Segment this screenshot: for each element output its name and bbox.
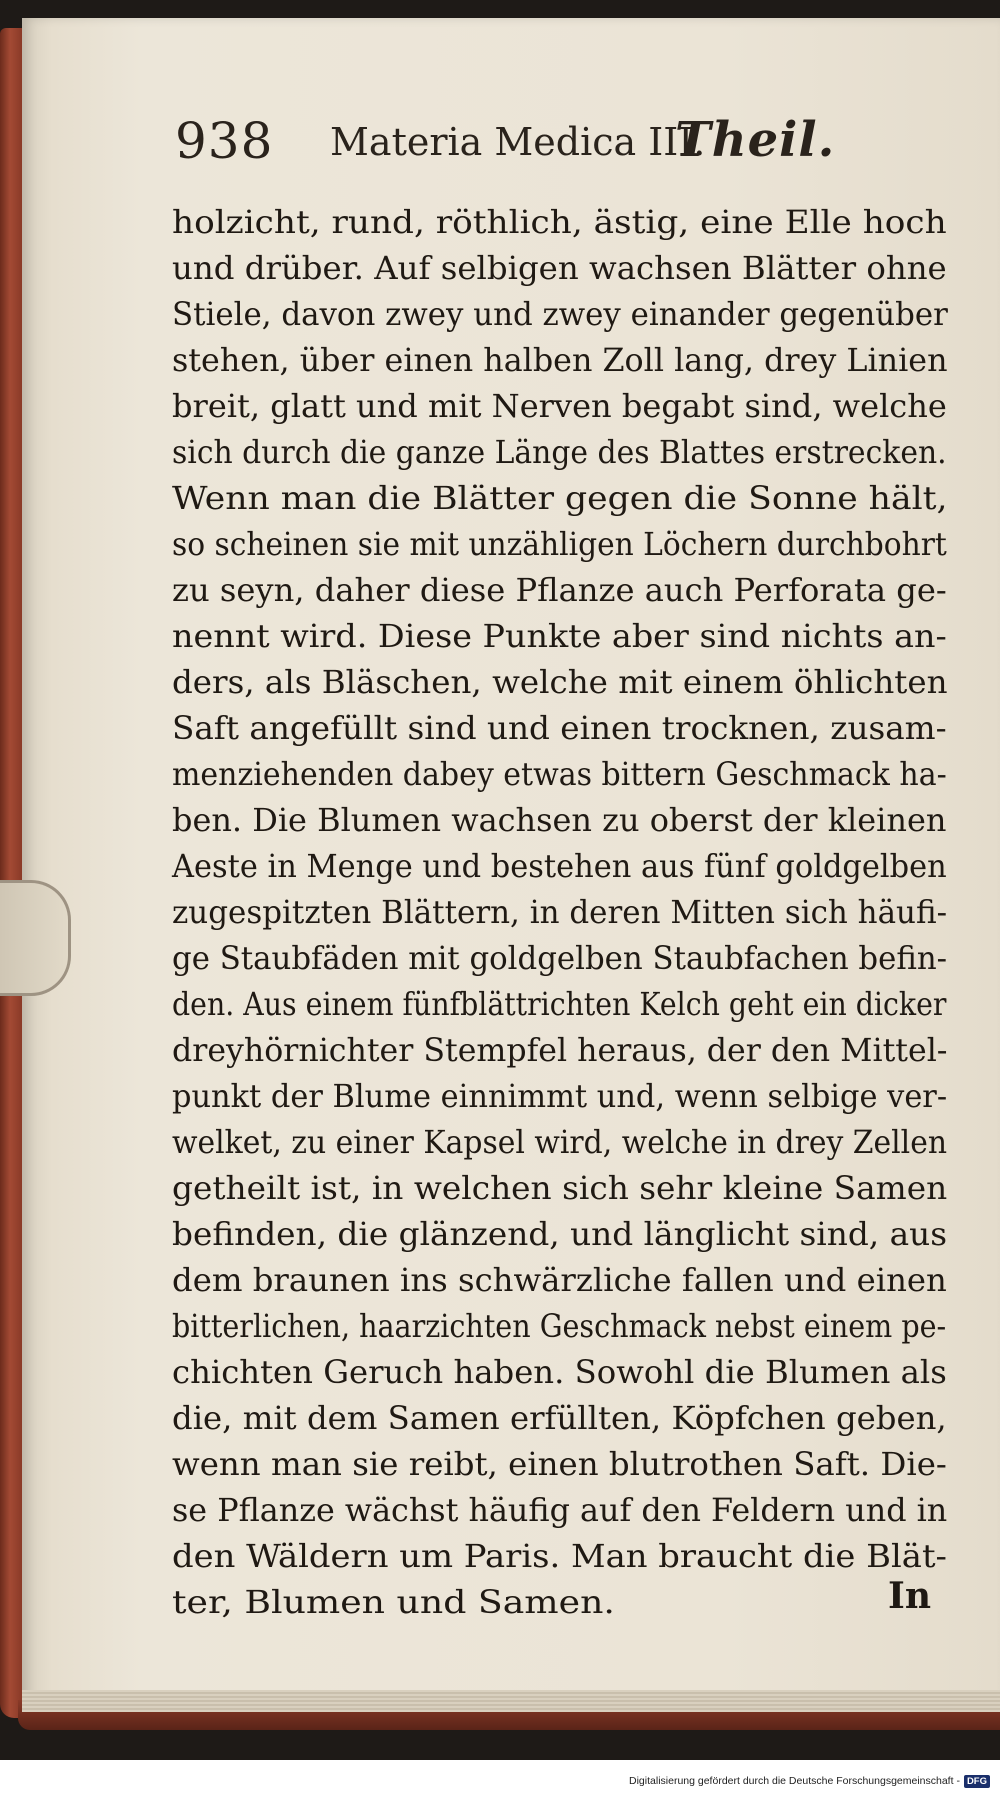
text-line: dreyhörnichter Stempfel heraus, der den Mittel- bbox=[172, 1033, 948, 1069]
text-line: menziehenden dabey etwas bittern Geschmack ha- bbox=[172, 757, 947, 793]
digitization-credit bbox=[629, 1770, 990, 1792]
text-line: ter, Blumen und Samen. bbox=[172, 1585, 615, 1621]
text-line: se Pflanze wächst häufig auf den Feldern und in bbox=[172, 1493, 948, 1529]
catchword: In bbox=[888, 1575, 932, 1617]
running-head-part: Theil. bbox=[675, 112, 836, 168]
text-line: nennt wird. Diese Punkte aber sind nichts an- bbox=[172, 619, 947, 655]
text-line: Wenn man die Blätter gegen die Sonne hält, bbox=[172, 481, 948, 517]
text-line: breit, glatt und mit Nerven begabt sind, welche bbox=[172, 389, 947, 425]
text-line: getheilt ist, in welchen sich sehr kleine Samen bbox=[172, 1171, 948, 1207]
text-line: punkt der Blume einnimmt und, wenn selbige ver- bbox=[172, 1079, 948, 1115]
page-header bbox=[175, 112, 835, 176]
book-clasp bbox=[0, 880, 71, 996]
text-line: zugespitzten Blättern, in deren Mitten sich häufi- bbox=[172, 895, 948, 931]
text-line: dem braunen ins schwärzliche fallen und einen bbox=[172, 1263, 947, 1299]
text-line: chichten Geruch haben. Sowohl die Blumen als bbox=[172, 1355, 947, 1391]
text-line: welket, zu einer Kapsel wird, welche in drey Zellen bbox=[172, 1125, 948, 1161]
text-line: Stiele, davon zwey und zwey einander gegenüber bbox=[172, 297, 948, 333]
text-line: bitterlichen, haarzichten Geschmack nebst einem pe- bbox=[172, 1309, 947, 1345]
text-line: Aeste in Menge und bestehen aus fünf goldgelben bbox=[172, 849, 947, 885]
page-edges bbox=[22, 1690, 1000, 1712]
credit-text: Digitalisierung gefördert durch die Deutsche Forschungsgemeinschaft - bbox=[629, 1775, 960, 1787]
text-line: stehen, über einen halben Zoll lang, drey Linien bbox=[172, 343, 948, 379]
text-line: ders, als Bläschen, welche mit einem öhlichten bbox=[172, 665, 948, 701]
text-line: die, mit dem Samen erfüllten, Köpfchen geben, bbox=[172, 1401, 947, 1437]
text-line: ben. Die Blumen wachsen zu oberst der kleinen bbox=[172, 803, 947, 839]
dfg-logo: DFG bbox=[964, 1775, 990, 1788]
page-number: 938 bbox=[175, 112, 274, 170]
text-line: Saft angefüllt sind und einen trocknen, zusam- bbox=[172, 711, 947, 747]
text-line: so scheinen sie mit unzähligen Löchern durchbohrt bbox=[172, 527, 947, 563]
text-line: zu seyn, daher diese Pflanze auch Perforata ge- bbox=[172, 573, 947, 609]
text-line: holzicht, rund, röthlich, ästig, eine Elle hoch bbox=[172, 205, 947, 241]
text-line: und drüber. Auf selbigen wachsen Blätter ohne bbox=[172, 251, 947, 287]
running-head-title: Materia Medica III. bbox=[330, 120, 706, 164]
text-line: den. Aus einem fünfblättrichten Kelch geht ein dicker bbox=[172, 987, 947, 1023]
text-line: den Wäldern um Paris. Man braucht die Blät- bbox=[172, 1539, 947, 1575]
body-text bbox=[172, 200, 947, 1626]
text-line: ge Staubfäden mit goldgelben Staubfachen befin- bbox=[172, 941, 948, 977]
text-line: befinden, die glänzend, und länglicht sind, aus bbox=[172, 1217, 947, 1253]
text-line: wenn man sie reibt, einen blutrothen Saft. Die- bbox=[172, 1447, 947, 1483]
text-line: sich durch die ganze Länge des Blattes erstrecken. bbox=[172, 435, 947, 471]
